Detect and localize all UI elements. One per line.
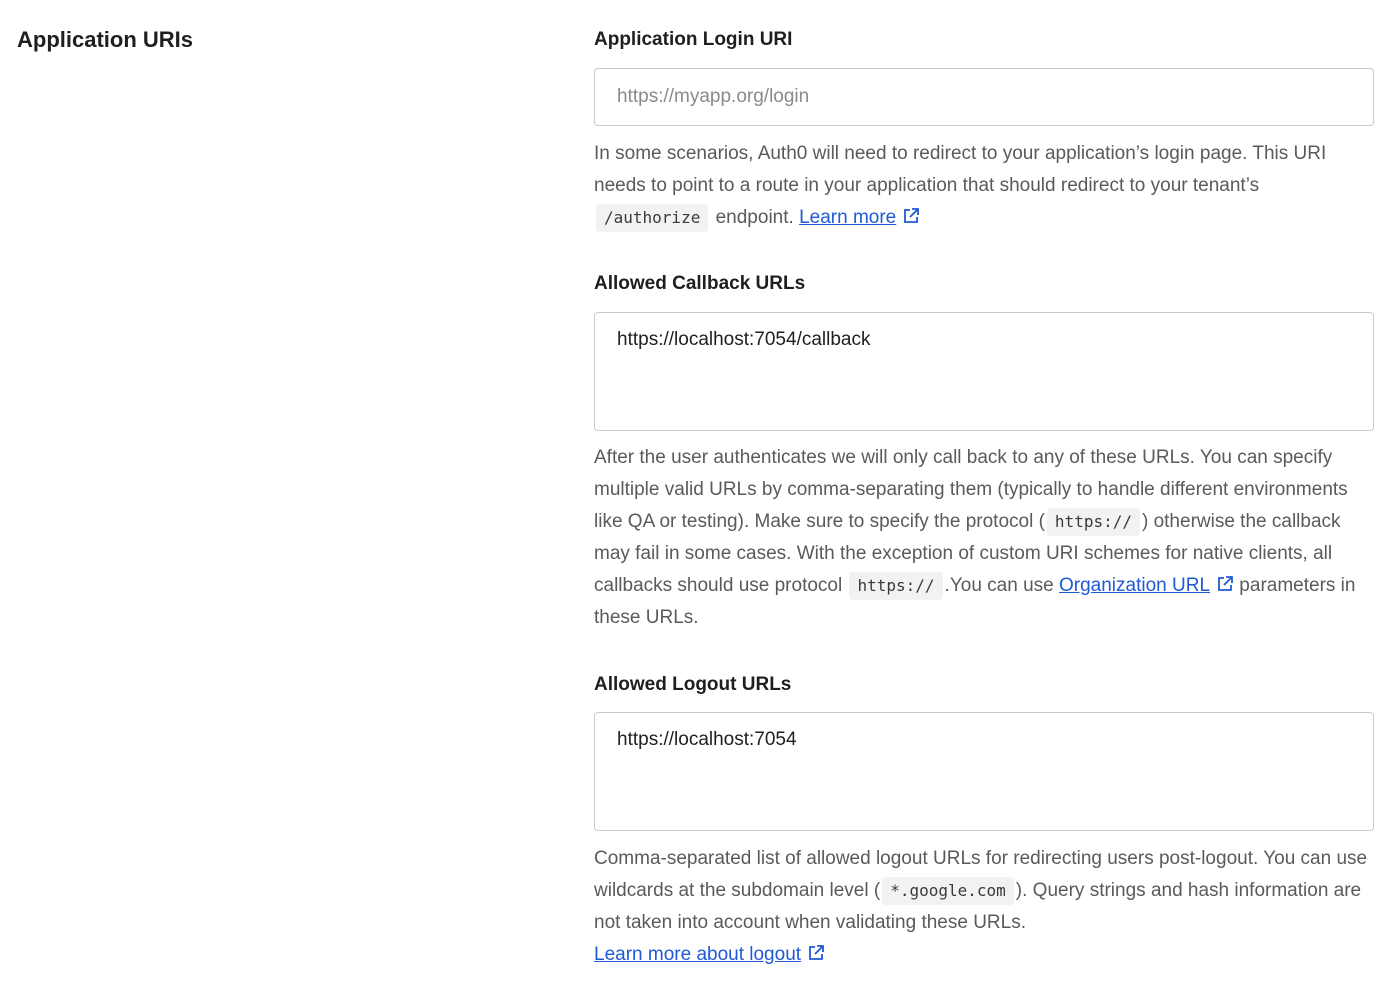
section-title: Application URIs [17,27,194,52]
learn-more-link[interactable] [799,207,896,228]
login-uri-help-text: In some scenarios, Auth0 will need to redirect to your application’s login page. This URI needs to point to a route in your application that should redirect to your tenant’s [594,143,1327,196]
callback-urls-textarea[interactable] [594,312,1374,431]
logout-help-text-2: ). Query strings and hash information are not taken into account when validating these URLs. [594,880,1362,933]
logout-help-text-1: Comma-separated list of allowed logout URLs for redirecting users post-logout. You can use wildcards at the subdomain level ( [594,848,1368,901]
organization-url-link-label: Organization URL [1059,575,1211,596]
external-link-icon[interactable] [902,207,920,225]
callback-urls-label: Allowed Callback URLs [594,273,806,294]
callback-urls-help [594,442,1374,634]
external-link-icon[interactable] [1216,575,1234,593]
callback-help-text-4: parameters in these URLs. [594,575,1356,628]
login-uri-input[interactable] [594,68,1374,126]
login-uri-label: Application Login URI [594,29,793,50]
logout-urls-textarea[interactable] [594,712,1374,831]
callback-help-text-1: After the user authenticates we will only call back to any of these URLs. You can specify multiple valid URLs by comma-separating them (typically to handle different environments like QA or testing). Make sure to specify the protocol ( [594,447,1348,532]
google-wildcard-code: *.google.com [882,877,1014,905]
external-link-icon[interactable] [807,944,825,962]
learn-more-link-label: Learn more [799,207,897,228]
logout-urls-label: Allowed Logout URLs [594,674,792,695]
authorize-code: /authorize [596,204,708,232]
organization-url-link[interactable] [1059,575,1210,596]
learn-more-about-logout-label: Learn more about logout [594,944,802,965]
login-uri-help [594,138,1374,234]
https-code: https:// [849,572,942,600]
callback-help-text-2: ) otherwise the callback may fail in some cases. With the exception of custom URI schemes for native clients, all callbacks should use protocol [594,511,1341,596]
logout-urls-help [594,843,1374,971]
callback-help-text-3: .You can use [944,575,1059,596]
https-code: https:// [1047,508,1140,536]
login-uri-help-text-2: endpoint. [710,207,800,228]
learn-more-about-logout-link[interactable] [594,944,801,965]
